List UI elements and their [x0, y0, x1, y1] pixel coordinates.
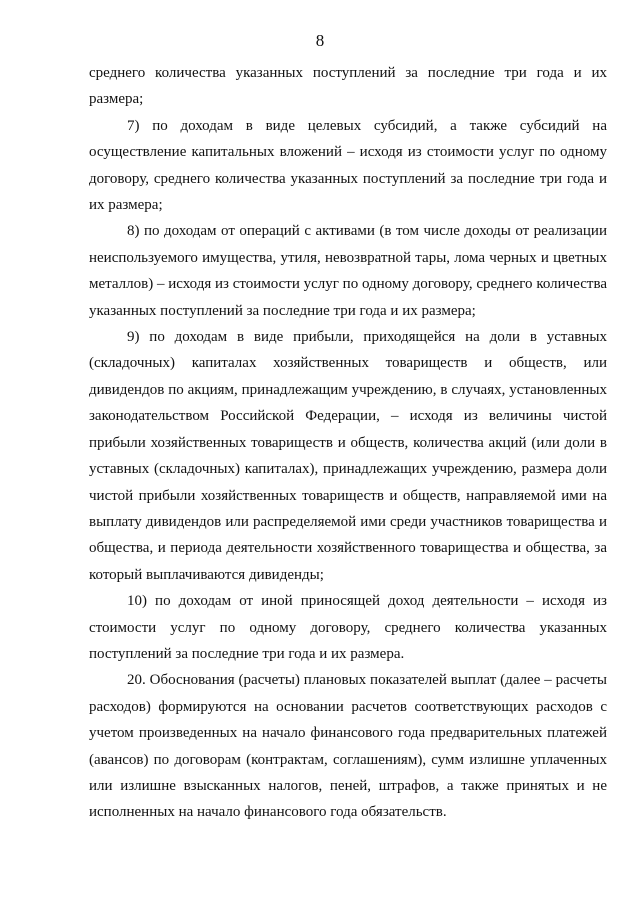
paragraph-continuation: среднего количества указанных поступлений за последние три года и их размера; [89, 65, 607, 108]
paragraph-item-10: 10) по доходам от иной приносящей доход деятельности – исходя из стоимости услуг по одному договору, среднего количества указанных поступлений за последние три года и их размера. [89, 593, 607, 662]
paragraph-item-9: 9) по доходам в виде прибыли, приходящейся на доли в уставных (складочных) капиталах хозяйственных товариществ и обществ, или дивидендов по акциям, принадлежащим учреждению, в случаях, установленных законодательством Российской Федерации, – исходя из величины чистой прибыли хозяйственных товариществ и обществ, количества акций (или доли в уставных (складочных) капиталах), принадлежащих учреждению, размера доли чистой прибыли хозяйственных товариществ и обществ, направляемой ими на выплату дивидендов или распределяемой ими среди участников товарищества и общества, и периода деятельности хозяйственного товарищества и общества, за который выплачиваются дивиденды; [89, 329, 607, 583]
paragraph-item-7: 7) по доходам в виде целевых субсидий, а также субсидий на осуществление капитальных вложений – исходя из стоимости услуг по одному договору, среднего количества указанных поступлений за последние три года и их размера; [89, 117, 607, 214]
paragraph-item-8: 8) по доходам от операций с активами (в том числе доходы от реализации неиспользуемого имущества, утиля, невозвратной тары, лома черных и цветных металлов) – исходя из стоимости услуг по одному договору, среднего количества указанных поступлений за последние три года и их размера; [89, 223, 607, 319]
document-body [89, 60, 607, 826]
page-number: 8 [315, 31, 325, 50]
paragraph-section-20: 20. Обоснования (расчеты) плановых показателей выплат (далее – расчеты расходов) формируются на основании расчетов соответствующих расходов с учетом произведенных на начало финансового года предварительных платежей (авансов) по договорам (контрактам, соглашениям), сумм излишне уплаченных или излишне взысканных налогов, пеней, штрафов, а также принятых и не исполненных на начало финансового года обязательств. [89, 672, 607, 821]
